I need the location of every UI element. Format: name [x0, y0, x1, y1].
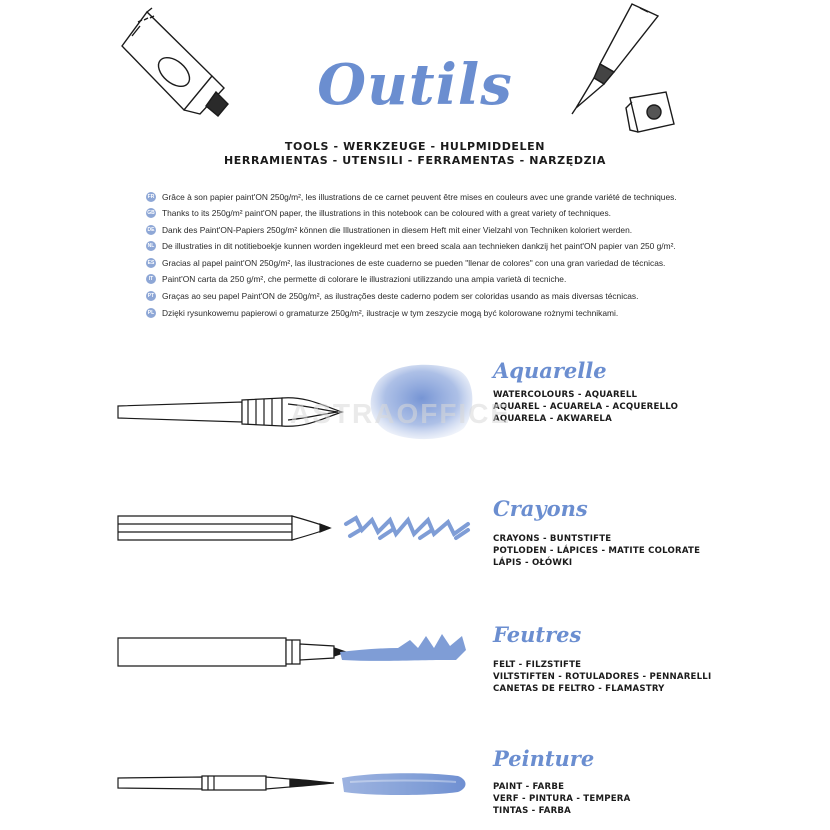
intro-text: Graças ao seu papel Paint'ON de 250g/m², as ilustrações deste caderno podem ser coloridas usando as mais diversas técnicas.	[162, 291, 639, 302]
intro-text: Thanks to its 250g/m² paint'ON paper, the illustrations in this notebook can be coloured with a great variety of techniques.	[162, 208, 611, 219]
category-translations	[493, 781, 630, 817]
category-title: Peinture	[493, 746, 595, 771]
pencil-swatch	[340, 510, 480, 550]
category-crayons	[493, 496, 700, 569]
flag-nl-icon: NL	[147, 243, 155, 250]
translation-line: VERF - PINTURA - TEMPERA	[493, 794, 631, 804]
flag-gb-icon: GB	[147, 210, 155, 217]
intro-row	[146, 256, 716, 269]
flag-pt-icon: PT	[147, 293, 155, 300]
category-title: Aquarelle	[493, 358, 607, 383]
felt-pen-illustration	[116, 632, 356, 672]
intro-text: Gracias al papel paint'ON 250g/m², las ilustraciones de este cuaderno se pueden "llenar de colores" con una gran variedad de técnicas.	[162, 257, 666, 268]
translation-line: CANETAS DE FELTRO - FLAMASTRY	[493, 684, 665, 694]
intro-row	[146, 240, 716, 253]
flag-de-icon: DE	[147, 226, 155, 233]
translation-line: CRAYONS - BUNTSTIFTE	[493, 534, 612, 544]
flag-fr-icon: FR	[147, 193, 155, 200]
intro-row	[146, 190, 716, 203]
translation-line: AQUAREL - ACUARELA - ACQUERELLO	[493, 402, 679, 412]
category-translations	[493, 533, 700, 569]
page-title: Outils	[317, 52, 513, 118]
translation-line: FELT - FILZSTIFTE	[493, 660, 582, 670]
intro-text: Dzięki rysunkowemu papierowi o gramaturze 250g/m², ilustracje w tym zeszycie mogą być kolorowane rożnymi technikami.	[162, 307, 619, 318]
translation-line: WATERCOLOURS - AQUARELL	[493, 390, 638, 400]
category-feutres	[493, 622, 711, 695]
translation-line: PAINT - FARBE	[493, 782, 565, 792]
intro-text: Dank des Paint'ON-Papiers 250g/m² können die Illustrationen in diesem Heft mit einer Vielzahl von Techniken koloriert werden.	[162, 224, 633, 235]
pencil-illustration	[116, 508, 346, 548]
translation-line: TINTAS - FARBA	[493, 806, 571, 816]
category-peinture	[493, 746, 630, 817]
flag-es-icon: ES	[147, 259, 155, 266]
intro-row	[146, 273, 716, 286]
intro-text: De illustraties in dit notitieboekje kunnen worden ingekleurd met een breed scala aan technieken dankzij het paint'ON papier van 250 g/m².	[162, 241, 676, 252]
translation-line: VILTSTIFTEN - ROTULADORES - PENNARELLI	[493, 672, 712, 682]
category-translations	[493, 659, 711, 695]
intro-row	[146, 306, 716, 319]
intro-list	[146, 190, 716, 323]
subtitle-line-1: TOOLS - WERKZEUGE - HULPMIDDELEN	[284, 140, 546, 153]
paint-brush-illustration	[116, 772, 356, 796]
translation-line: LÁPIS - OŁÓWKI	[493, 558, 573, 568]
category-title: Crayons	[493, 496, 588, 521]
intro-text: Grâce à son papier paint'ON 250g/m², les illustrations de ce carnet peuvent être mises en couleurs avec une grande variété de techniques.	[162, 191, 677, 202]
category-title: Feutres	[493, 622, 582, 647]
flag-pl-icon: PL	[147, 309, 155, 316]
translation-line: AQUARELA - AKWARELA	[493, 414, 612, 424]
flag-it-icon: IT	[146, 274, 156, 284]
paint-swatch	[340, 770, 470, 798]
category-translations	[493, 389, 678, 425]
subtitle-line-2: HERRAMIENTAS - UTENSILI - FERRAMENTAS - NARZĘDZIA	[224, 154, 606, 167]
intro-row	[146, 290, 716, 303]
watermark: ASTRAOFFICE	[290, 398, 512, 429]
intro-row	[146, 223, 716, 236]
translation-line: POTLODEN - LÁPICES - MATITE COLORATE	[493, 546, 701, 556]
intro-row	[146, 207, 716, 220]
felt-pen-swatch	[338, 630, 468, 670]
intro-text: Paint'ON carta da 250 g/m², che permette di colorare le illustrazioni utilizzando una ampia varietà di tecniche.	[162, 274, 567, 285]
category-aquarelle	[493, 358, 678, 425]
